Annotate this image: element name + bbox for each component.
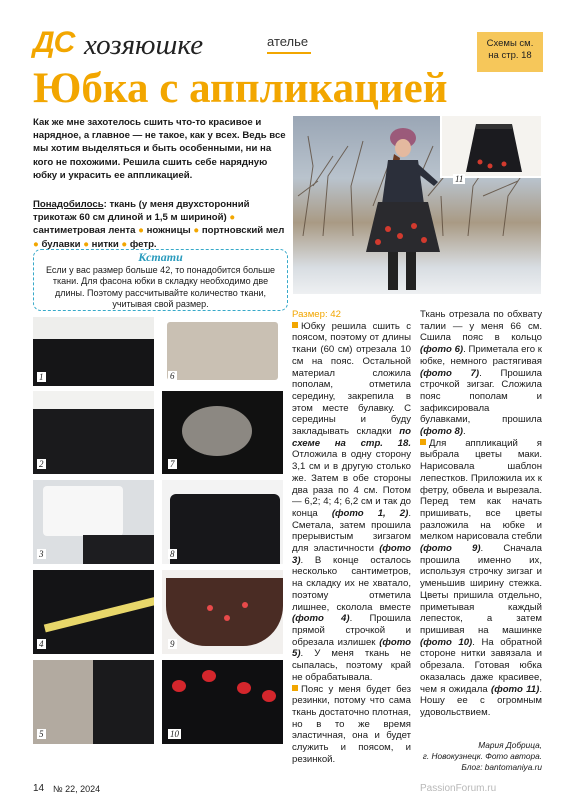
text-run: (фото 5)	[292, 636, 411, 660]
text-run: (фото 1, 2)	[331, 507, 409, 519]
material-item: фетр.	[129, 238, 157, 250]
author-city: г. Новокузнецк. Фото автора.	[422, 751, 542, 761]
photo-7-waistband-basted	[162, 391, 283, 474]
text-run: (фото 4)	[292, 613, 350, 625]
photo-9-flower-layout	[162, 570, 283, 654]
photo-number: 7	[170, 459, 175, 469]
text-run: Отложила в одну сторону 3,1 см и в другую столько же. Затем в обе стороны два раза по 4 см. Потом — 6,2; 4; 4; 6,2 см и так до конца	[292, 449, 411, 519]
intro-text: Как же мне захотелось сшить что-то красивое и нарядное, а главное — не такое, как у всех. Ведь все мы хотим выделяться и быть особенными, ни на кого не похожими. Решила сшить себе нарядную юбку и украсить ее аппликацией.	[33, 117, 286, 181]
page-number: 14	[33, 783, 45, 794]
material-item: ножницы	[146, 225, 191, 237]
material-item: булавки	[41, 238, 81, 250]
photo-number: 6	[170, 371, 175, 381]
schemes-note	[477, 32, 543, 72]
material-item: сантиметровая лента	[33, 225, 136, 237]
text-run: . Ношу ее с огромным удовольствием.	[420, 683, 542, 718]
instructions-column-1	[292, 309, 411, 765]
magazine-logo: ДС	[33, 26, 75, 59]
text-run: . Прошила строчкой зигзаг. Сложила пояс пополам и зафиксировала булавками, прошила	[420, 367, 542, 426]
text-run: по схеме на стр. 18.	[292, 426, 411, 449]
tip-box	[33, 249, 288, 311]
photo-4-measuring-tape	[33, 570, 154, 654]
schemes-line1: Схемы см.	[486, 38, 534, 49]
tip-text: Если у вас размер больше 42, то понадобится больше ткани. Для фасона юбки в складку необходимо две длины. Поэтому рассчитывайте количество ткани, учитывая свой размер.	[45, 265, 276, 310]
section-underline	[267, 52, 311, 54]
photo-6-waistband	[162, 317, 283, 386]
text-run: .	[463, 426, 466, 438]
photo-number: 10	[170, 729, 179, 739]
materials-label: Понадобилось	[33, 199, 104, 210]
text-run: (фото 8)	[420, 426, 464, 438]
magazine-logo-subtitle: хозяюшке	[84, 29, 204, 61]
photo-number: 5	[39, 729, 44, 739]
text-run: . У меня ткань не сыпалась, поэтому край не обрабатывала.	[292, 648, 411, 683]
author-blog: Блог: bantomaniya.ru	[461, 762, 542, 772]
skirt-icon	[464, 122, 524, 174]
text-run: Для аппликаций я выбрала цветы маки. Нарисовала шаблон лепестков. Приложила их к фетру, обвела и вырезала. Перед тем как начать пришивать, все цветы разложила на юбке и мелком нарисовала стебли	[420, 437, 542, 543]
material-item: нитки	[91, 238, 119, 250]
photo-number: 11	[455, 174, 464, 184]
tip-title: Кстати	[138, 250, 183, 264]
schemes-line2: на стр. 18	[488, 50, 532, 61]
text-run: (фото 3)	[292, 543, 411, 566]
photo-10-flowers-sewn	[162, 660, 283, 744]
instructions-column-2	[420, 309, 542, 719]
text-run: . Прошила прямой строчкой и обрезала излишек	[292, 613, 411, 648]
photo-2-pinned-pleats	[33, 391, 154, 474]
photo-number: 9	[170, 639, 175, 649]
photo-1-fabric-pleats	[33, 317, 154, 386]
main-photo-woman-in-skirt	[293, 116, 541, 294]
materials-fabric: : ткань (у меня двухсторонний трикотаж 60 см длиной и 1,5 м шириной)	[33, 199, 250, 224]
photo-number: 1	[39, 372, 44, 382]
photo-8-finished-waistband	[162, 480, 283, 564]
text-run: . Сначала прошила именно их, используя строчку зигзаг и уменьшив ширину стежка. Цветы пришила отдельно, приметывая каждый лепесток, а затем пришивая на машинке	[420, 543, 542, 636]
text-run: . В конце осталось несколько сантиметров, на складку их не хватало, поэтому отметила лишнее, сколола вместе	[292, 554, 411, 613]
article-title: Юбка с аппликацией	[33, 65, 448, 112]
text-run: (фото 6)	[420, 344, 464, 356]
photo-number: 4	[39, 639, 44, 649]
watermark: PassionForum.ru	[420, 783, 497, 794]
size-label: Размер: 42	[292, 309, 341, 320]
section-name: ателье	[267, 34, 309, 49]
text-run: (фото 9)	[420, 543, 481, 555]
issue-number: № 22, 2024	[53, 784, 101, 794]
photo-number: 3	[39, 549, 44, 559]
text-run: . Приметала его к юбке, немного растягивая	[420, 344, 542, 367]
author-name: Мария Добрица,	[478, 740, 542, 750]
photo-5-cutting-excess	[33, 660, 154, 744]
material-item: портновский мел	[201, 225, 285, 237]
photo-number: 2	[39, 459, 44, 469]
photo-3-sewing-machine	[33, 480, 154, 564]
photo-number: 8	[170, 549, 175, 559]
text-run: Юбку решила сшить с поясом, поэтому от длины ткани (60 см) отрезала 10 см на пояс. Остальной материал сложила пополам, отметила середину, закрепила в этом месте булавку. С середины и буду закладывать складки	[292, 320, 411, 438]
text-run: . На обратной стороне нитки завязала и обрезала. Готовая юбка оказалась даже красивее, чем я ожидала	[420, 636, 542, 695]
text-run: (фото 7)	[420, 367, 480, 379]
text-run: Пояс у меня будет без резинки, потому что сама ткань достаточно плотная, но в то же время эластичная, она и будет служить и поясом, и резинкой.	[292, 683, 411, 765]
text-run: . Сметала, затем прошила прерывистым зигзагом для эластичности	[292, 507, 411, 555]
inset-photo-finished-skirt	[440, 116, 541, 178]
text-run: (фото 10)	[420, 636, 473, 648]
text-run: Ткань отрезала по обхвату талии — у меня 66 см. Сшила пояс в кольцо	[420, 309, 542, 344]
text-run: (фото 11)	[491, 683, 540, 695]
materials-list: Понадобилось: ткань (у меня двухсторонний трикотаж 60 см длиной и 1,5 м шириной) ● сантиметровая лента ● ножницы ● портновский мел ● булавки ● нитки ● фетр.	[33, 199, 285, 250]
author-credit	[412, 740, 542, 773]
